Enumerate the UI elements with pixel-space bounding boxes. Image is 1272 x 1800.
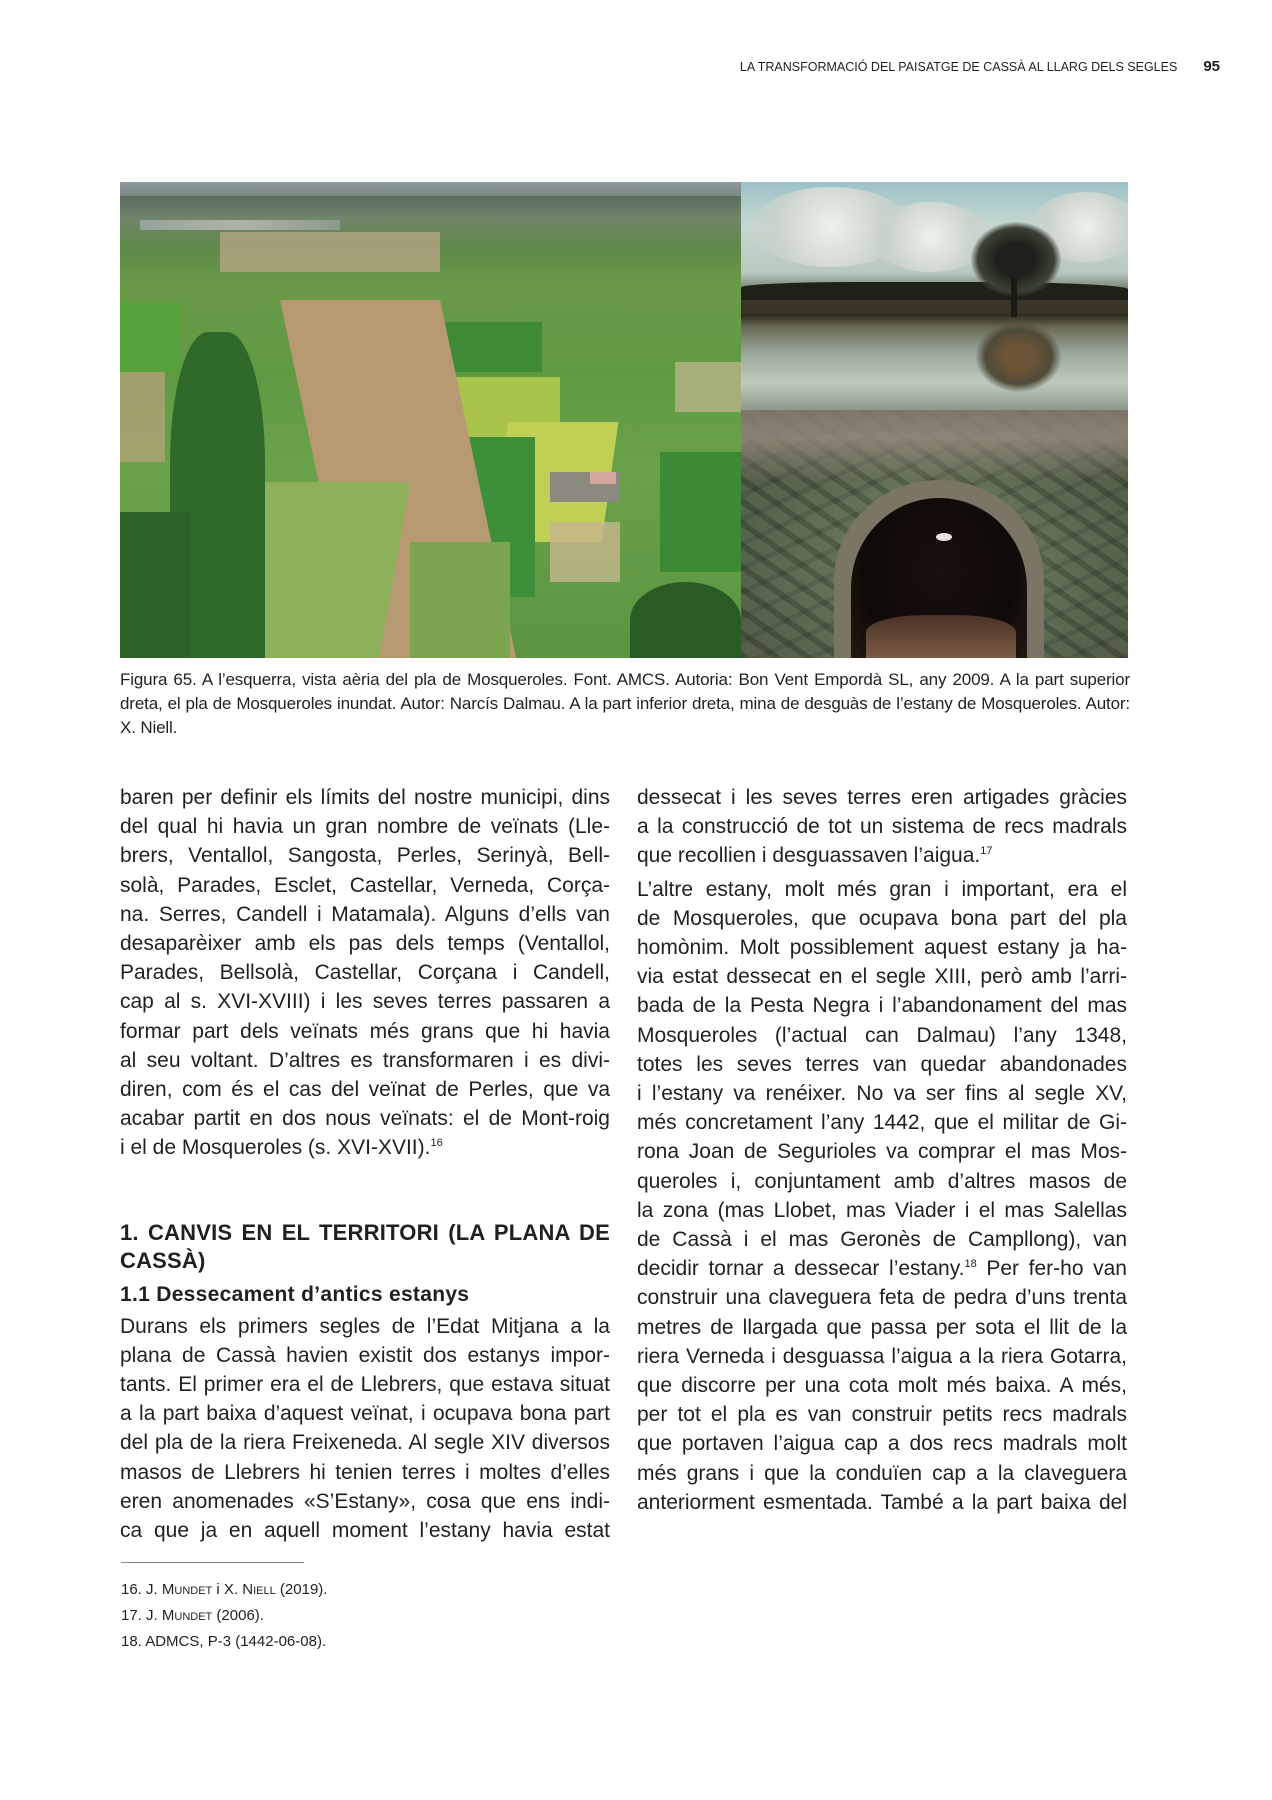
text-line: de Mosqueroles, que ocupava bona part del pla xyxy=(637,906,1127,930)
text-line: riera Verneda i desguassa l’aigua a la riera Gotarra, xyxy=(637,1344,1127,1368)
footnote-text: (2019). xyxy=(275,1581,328,1598)
photo-farmhouse-roof xyxy=(590,472,616,484)
photo-field xyxy=(675,362,741,412)
footnotes xyxy=(121,1577,327,1655)
paragraph xyxy=(637,875,1127,1517)
text-line: formar part dels veïnats més grans que hi havia xyxy=(120,1019,610,1043)
text-line: baren per definir els límits del nostre municipi, dins xyxy=(120,786,610,809)
text-line: totes les seves terres van quedar abandonades xyxy=(637,1052,1127,1076)
text-line: queroles i, conjuntament amb d’altres masos de xyxy=(637,1169,1127,1193)
text-line: diren, com és el cas del veïnat de Perles, que va xyxy=(120,1078,610,1102)
paragraph xyxy=(120,783,610,1163)
text-line: més concretament l’any 1442, que el militar de Gi- xyxy=(637,1111,1127,1135)
footnote-text: J. xyxy=(146,1607,162,1624)
text-line: i l’estany va renéixer. No va ser fins al segle XV, xyxy=(637,1082,1127,1106)
footnote-text: i X. xyxy=(212,1581,243,1598)
text-line: via estat dessecat en el segle XIII, però amb l’arri- xyxy=(637,965,1127,989)
photo-field xyxy=(220,232,440,272)
figure-caption: Figura 65. A l’esquerra, vista aèria del pla de Mosqueroles. Font. AMCS. Autoria: Bon Vent Empordà SL, any 2009. A la part superior dreta, el pla de Mosqueroles inundat. Autor: Narcís Dalmau. A la part inferior dreta, mina de desguàs de l’estany de Mosqueroles. Autor: X. Niell. xyxy=(120,670,1130,737)
text-line: més grans i que la conduïen cap a la claveguera xyxy=(637,1461,1127,1485)
footnote-reference[interactable]: 17 xyxy=(980,845,993,858)
text-line: Mosqueroles (l’actual can Dalmau) l’any 1348, xyxy=(637,1023,1127,1047)
text-line: que discorre per una cota molt més baixa. A més, xyxy=(637,1374,1127,1398)
text-line: construir una claveguera feta de pedra d’uns trenta xyxy=(637,1286,1127,1310)
text-line: homònim. Molt possiblement aquest estany ja ha- xyxy=(637,936,1127,960)
text-line: i el de Mosqueroles (s. XVI-XVII).$^{16}$ xyxy=(120,1136,443,1160)
footnote-reference[interactable]: 16 xyxy=(430,1137,443,1150)
text-line: solà, Parades, Esclet, Castellar, Verneda, Corça- xyxy=(120,873,610,897)
text-line: del qual hi havia un gran nombre de veïnats (Lle- xyxy=(120,815,610,839)
photo-field xyxy=(410,542,510,658)
photo-reflection xyxy=(976,322,1061,392)
paragraph xyxy=(120,1312,610,1546)
author-name: Mundet xyxy=(161,1607,213,1624)
text-line: dessecat i les seves terres eren artigades gràcies xyxy=(637,786,1127,809)
text-line: que recollien i desguassaven l’aigua.$^{17}$ xyxy=(637,844,993,868)
text-line: brers, Ventallol, Sangosta, Perles, Serinyà, Bell- xyxy=(120,844,610,868)
photo-tunnel-light xyxy=(936,533,952,541)
footnote-reference[interactable]: 18 xyxy=(964,1258,977,1271)
text-fragment: Per fer-ho van xyxy=(976,1257,1127,1281)
text-fragment: decidir tornar a dessecar l’estany. xyxy=(637,1257,965,1281)
body-column-right xyxy=(637,783,1127,1517)
text-line: metres de llargada que passa per sota el llit de la xyxy=(637,1315,1127,1339)
author-name: Niell xyxy=(242,1581,276,1598)
text-line: Parades, Bellsolà, Castellar, Corçana i Candell, xyxy=(120,961,610,985)
text-line: eren anomenades «S’Estany», cosa que ens indi- xyxy=(120,1489,610,1513)
text-line: acabar partit en dos nous veïnats: el de Mont-roig xyxy=(120,1107,610,1131)
section-heading: 1. CANVIS EN EL TERRITORI (LA PLANA DE CASSÀ) xyxy=(120,1219,610,1273)
photo-bank xyxy=(741,300,1128,314)
text-line: masos de Llebrers hi tenien terres i moltes d’elles xyxy=(120,1460,610,1484)
photo-hills xyxy=(120,196,741,220)
photo-tree-row xyxy=(630,582,741,658)
text-line: na. Serres, Candell i Matamala). Alguns d’ells van xyxy=(120,902,610,926)
aerial-view-photo xyxy=(120,182,741,658)
photo-field xyxy=(120,372,165,462)
text-line: ca que ja en aquell moment l’estany havia estat xyxy=(120,1519,610,1543)
running-header xyxy=(740,58,1220,75)
photo-tree-trunk xyxy=(1011,277,1017,317)
text-line: per tot el pla es van construir petits recs madrals xyxy=(637,1403,1127,1427)
subsection-heading: 1.1 Dessecament d’antics estanys xyxy=(120,1282,470,1306)
text-line: cap al s. XVI-XVIII) i les seves terres passaren a xyxy=(120,990,610,1014)
page-number: 95 xyxy=(1203,58,1220,75)
text-line: de Cassà i el mas Geronès de Campllong), van xyxy=(637,1228,1127,1252)
photo-field xyxy=(660,452,741,572)
photo-leaves xyxy=(866,615,1016,658)
footnote xyxy=(121,1603,327,1629)
text-line: bada de la Pesta Negra i l’abandonament del mas xyxy=(637,994,1127,1018)
footnote-text: ADMCS, P-3 (1442-06-08). xyxy=(145,1633,327,1650)
text-line: tants. El primer era el de Llebrers, que estava situat xyxy=(120,1373,610,1397)
text-line: que portaven l’aigua cap a dos recs madrals molt xyxy=(637,1432,1127,1456)
photo-field xyxy=(550,522,620,582)
text-line: rona Joan de Segurioles va comprar el mas Mos- xyxy=(637,1140,1127,1164)
footnote-divider xyxy=(121,1562,304,1563)
footnote-number: 16. xyxy=(121,1581,147,1598)
footnote-number: 18. xyxy=(121,1633,146,1650)
text-line: la zona (mas Llobet, mas Viader i el mas Salellas xyxy=(637,1198,1127,1222)
paragraph xyxy=(637,783,1127,871)
photo-brush xyxy=(741,410,1128,480)
text-line: del pla de la riera Freixeneda. Al segle XIV diversos xyxy=(120,1431,610,1455)
footnote-number: 17. xyxy=(121,1607,147,1624)
flooded-plain-photo xyxy=(741,182,1128,410)
text-line: a la construcció de tot un sistema de recs madrals xyxy=(637,815,1127,839)
footnote xyxy=(121,1629,327,1655)
text-line: a la part baixa d’aquest veïnat, i ocupava bona part xyxy=(120,1402,610,1426)
photo-town xyxy=(140,220,340,230)
photo-tree-row xyxy=(120,512,190,658)
text-line: anteriorment esmentada. També a la part baixa del xyxy=(637,1490,1127,1514)
footnote-text: (2006). xyxy=(212,1607,264,1624)
footnote-text: J. xyxy=(146,1581,162,1598)
text-line xyxy=(637,1254,1127,1283)
drain-tunnel-photo xyxy=(741,410,1128,658)
text-line: plana de Cassà havien existit dos estanys impor- xyxy=(120,1343,610,1367)
footnote xyxy=(121,1577,327,1603)
photo-field xyxy=(120,302,180,372)
text-line: desaparèixer amb els pas dels temps (Ventallol, xyxy=(120,932,610,956)
text-line: L’altre estany, molt més gran i important, era el xyxy=(637,877,1127,901)
author-name: Mundet xyxy=(161,1581,213,1598)
body-column-left xyxy=(120,783,610,1545)
text-line: Durans els primers segles de l’Edat Mitjana a la xyxy=(120,1314,610,1338)
photo-treeline xyxy=(741,282,1128,300)
running-title: LA TRANSFORMACIÓ DEL PAISATGE DE CASSÀ AL LLARG DELS SEGLES xyxy=(739,60,1178,74)
text-line: al seu voltant. D’altres es transformaren i es divi- xyxy=(120,1048,610,1072)
figure-65 xyxy=(120,182,1128,658)
